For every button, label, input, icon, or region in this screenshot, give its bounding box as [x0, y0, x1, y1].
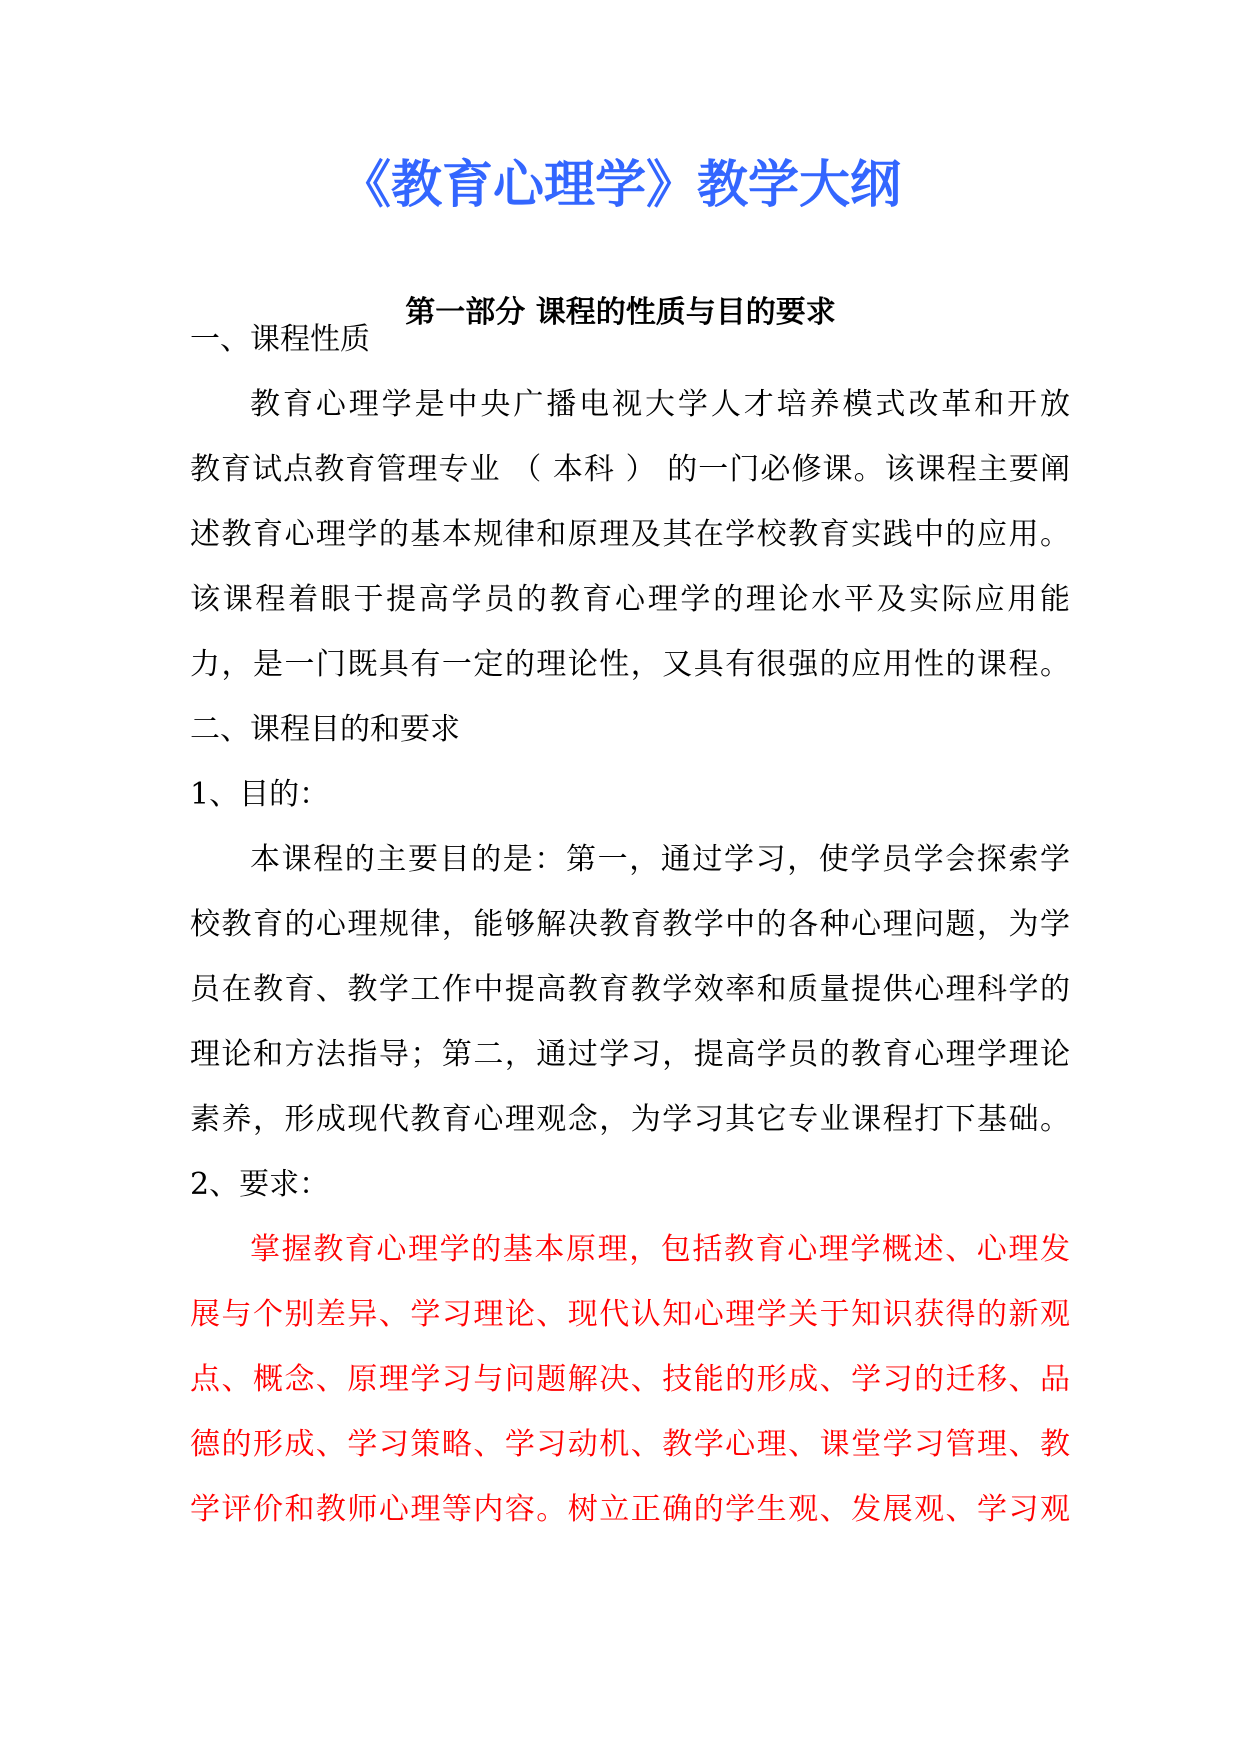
- part-heading: 第一部分 课程的性质与目的要求: [405, 295, 836, 330]
- paragraph-line: 力，是一门既具有一定的理论性，又具有很强的应用性的课程。: [190, 647, 1070, 682]
- subheading-requirements: 2、要求：: [190, 1167, 330, 1202]
- highlighted-paragraph-line: 展与个别差异、学习理论、现代认知心理学关于知识获得的新观: [190, 1297, 1070, 1332]
- highlighted-paragraph-line: 德的形成、学习策略、学习动机、教学心理、课堂学习管理、教: [190, 1427, 1070, 1462]
- paragraph-line: 教育试点教育管理专业 （ 本科 ） 的一门必修课。该课程主要阐: [190, 452, 1070, 487]
- paragraph-line: 述教育心理学的基本规律和原理及其在学校教育实践中的应用。: [190, 517, 1070, 552]
- highlighted-paragraph-line: 点、概念、原理学习与问题解决、技能的形成、学习的迁移、品: [190, 1362, 1070, 1397]
- paragraph-line: 员在教育、教学工作中提高教育教学效率和质量提供心理科学的: [190, 972, 1070, 1007]
- paragraph-line: 本课程的主要目的是：第一，通过学习，使学员学会探索学: [250, 842, 1070, 877]
- paragraph-line: 素养，形成现代教育心理观念，为学习其它专业课程打下基础。: [190, 1102, 1070, 1137]
- paragraph-line: 教育心理学是中央广播电视大学人才培养模式改革和开放: [250, 387, 1070, 422]
- highlighted-paragraph-line: 掌握教育心理学的基本原理，包括教育心理学概述、心理发: [250, 1232, 1070, 1267]
- paragraph-line: 校教育的心理规律，能够解决教育教学中的各种心理问题，为学: [190, 907, 1070, 942]
- paragraph-line: 理论和方法指导；第二，通过学习，提高学员的教育心理学理论: [190, 1037, 1070, 1072]
- subheading-purpose: 1、目的：: [190, 777, 330, 812]
- document-title: 《教育心理学》教学大纲: [339, 155, 901, 215]
- section-heading-goals: 二、课程目的和要求: [190, 712, 460, 747]
- section-heading-nature: 一、课程性质: [190, 322, 370, 357]
- highlighted-paragraph-line: 学评价和教师心理等内容。树立正确的学生观、发展观、学习观: [190, 1492, 1070, 1527]
- paragraph-line: 该课程着眼于提高学员的教育心理学的理论水平及实际应用能: [190, 582, 1070, 617]
- document-body: [190, 307, 1070, 1542]
